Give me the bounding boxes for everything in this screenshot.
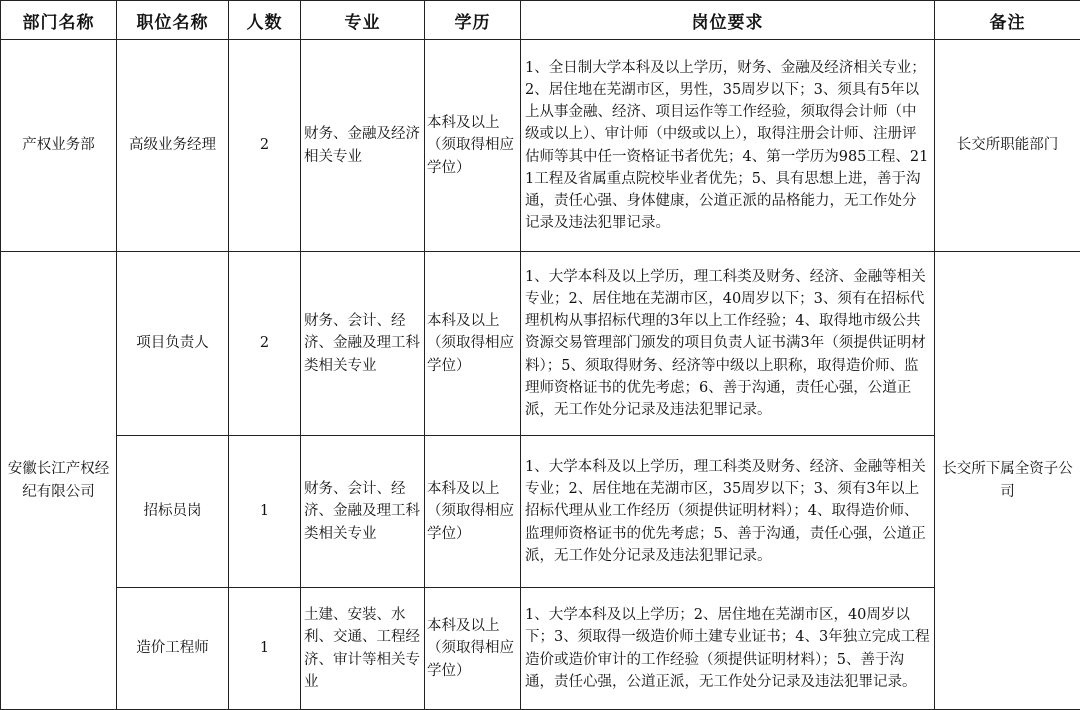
requirements-cell: 1、大学本科及以上学历，理工科类及财务、经济、金融等相关专业；2、居住地在芜湖市区，40周岁以下；3、须有在招标代理机构从事招标代理的3年以上工作经验；4、取得地市级公共资源交易管理部门颁发的项目负责人证书满3年（须提供证明材料）；5、须取得财务、经济等中级以上职称，取得造价师、监理师资格证书的优先考虑；6、善于沟通，责任心强，公道正派，无工作处分记录及违法犯罪记录。 — [521, 252, 935, 436]
remark-cell: 长交所职能部门 — [935, 40, 1080, 252]
header-education: 学历 — [425, 1, 521, 40]
remark-cell: 长交所下属全资子公司 — [935, 252, 1080, 710]
major-cell: 财务、会计、经济、金融及理工科类相关专业 — [301, 252, 425, 436]
header-remarks: 备注 — [935, 1, 1080, 40]
department-cell: 产权业务部 — [1, 40, 117, 252]
header-count: 人数 — [229, 1, 301, 40]
education-cell: 本科及以上（须取得相应学位） — [425, 588, 521, 710]
requirements-cell: 1、大学本科及以上学历；2、居住地在芜湖市区，40周岁以下；3、须取得一级造价师土建专业证书；4、3年独立完成工程造价或造价审计的工作经验（须提供证明材料）；5、善于沟通，责任心强，公道正派，无工作处分记录及违法犯罪记录。 — [521, 588, 935, 710]
header-major: 专业 — [301, 1, 425, 40]
education-cell: 本科及以上（须取得相应学位） — [425, 40, 521, 252]
position-cell: 项目负责人 — [117, 252, 229, 436]
count-cell: 1 — [229, 588, 301, 710]
position-cell: 高级业务经理 — [117, 40, 229, 252]
education-cell: 本科及以上（须取得相应学位） — [425, 252, 521, 436]
header-position: 职位名称 — [117, 1, 229, 40]
position-cell: 招标员岗 — [117, 436, 229, 588]
header-requirements: 岗位要求 — [521, 1, 935, 40]
header-row — [1, 1, 1080, 40]
requirements-cell: 1、全日制大学本科及以上学历，财务、金融及经济相关专业；2、居住地在芜湖市区，男性，35周岁以下；3、须具有5年以上从事金融、经济、项目运作等工作经验，须取得会计师（中级或以上）、审计师（中级或以上），取得注册会计师、注册评估师等其中任一资格证书者优先；4、第一学历为985工程、211工程及省属重点院校毕业者优先；5、具有思想上进，善于沟通，责任心强、身体健康，公道正派的品格能力，无工作处分记录及违法犯罪记录。 — [521, 40, 935, 252]
count-cell: 2 — [229, 40, 301, 252]
department-cell: 安徽长江产权经纪有限公司 — [1, 252, 117, 710]
count-cell: 1 — [229, 436, 301, 588]
table-row — [1, 588, 1080, 710]
table-row — [1, 252, 1080, 436]
major-cell: 财务、会计、经济、金融及理工科类相关专业 — [301, 436, 425, 588]
major-cell: 土建、安装、水利、交通、工程经济、审计等相关专业 — [301, 588, 425, 710]
table-row — [1, 436, 1080, 588]
requirements-cell: 1、大学本科及以上学历，理工科类及财务、经济、金融等相关专业；2、居住地在芜湖市区，35周岁以下；3、须有3年以上招标代理从业工作经历（须提供证明材料）；4、取得造价师、监理师资格证书的优先考虑；5、善于沟通，责任心强，公道正派，无工作处分记录及违法犯罪记录。 — [521, 436, 935, 588]
header-dept: 部门名称 — [1, 1, 117, 40]
major-cell: 财务、金融及经济相关专业 — [301, 40, 425, 252]
position-cell: 造价工程师 — [117, 588, 229, 710]
count-cell: 2 — [229, 252, 301, 436]
table-row — [1, 40, 1080, 252]
education-cell: 本科及以上（须取得相应学位） — [425, 436, 521, 588]
